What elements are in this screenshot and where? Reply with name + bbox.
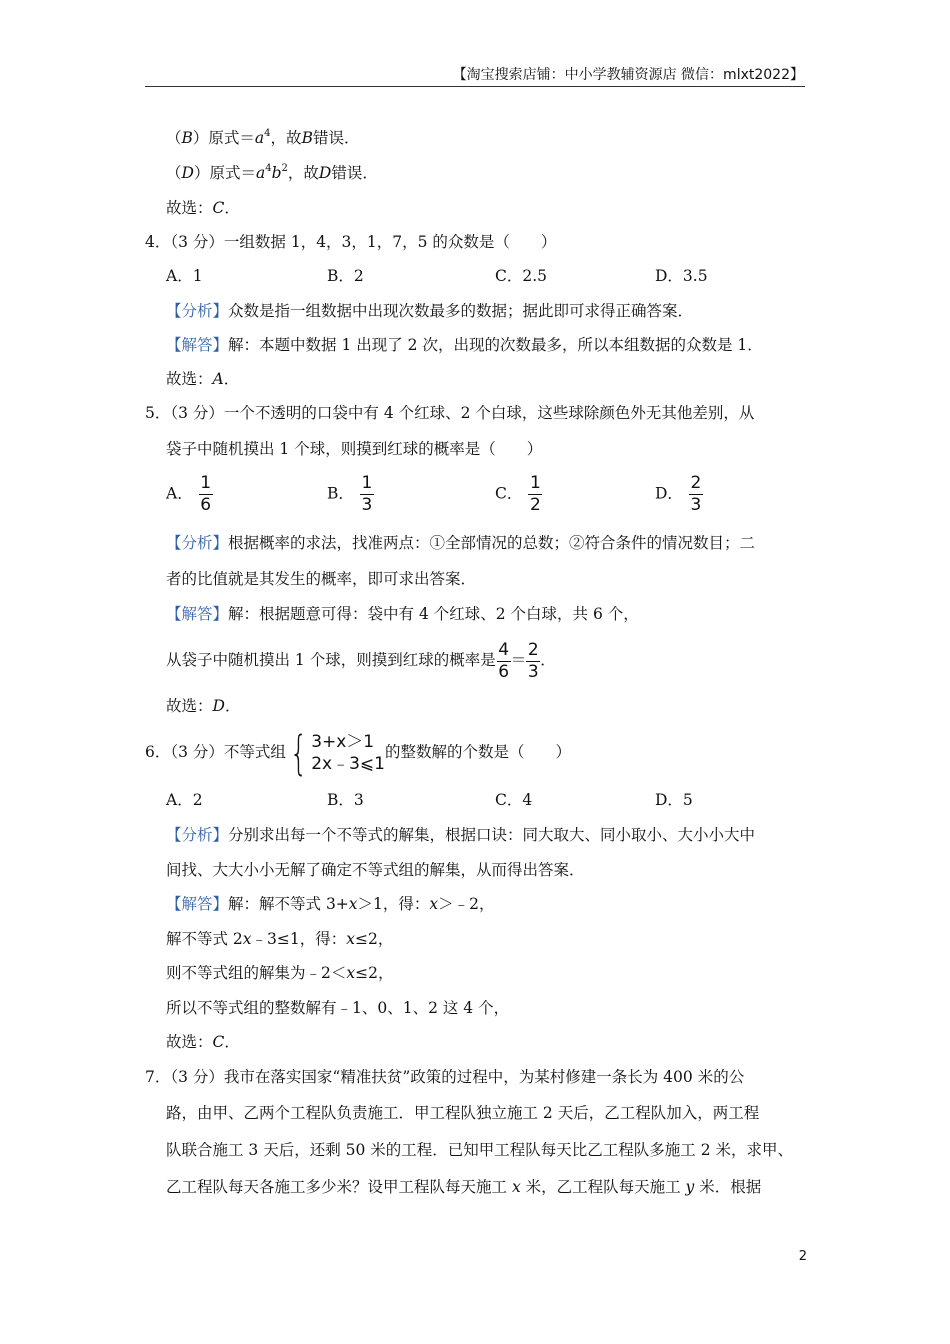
fraction: $\frac{1}{2}$ xyxy=(529,473,541,515)
q6-solution-line2: 解不等式 2x﹣3≤1，得：x≤2， xyxy=(166,930,394,948)
q6-analysis-line1: 【分析】分别求出每一个不等式的解集，根据口诀：同大取大、同小取小、大小小大中 xyxy=(166,826,756,844)
q6-answer: 故选：C． xyxy=(166,1033,240,1051)
header-rule xyxy=(145,86,805,87)
q6-option-c: C．4 xyxy=(495,791,533,809)
q5-solution-line2: 从袋子中随机摸出 1 个球，则摸到红球的概率是 $\frac{4}{6}$ ＝ $\frac{2}{3}$ ． xyxy=(166,639,556,682)
analysis-tag: 【分析】 xyxy=(166,534,229,552)
page-header: 【淘宝搜索店铺：中小学教辅资源店 微信：mlxt2022】 xyxy=(452,67,804,83)
q5-option-a: A． $\frac{1}{6}$ xyxy=(166,473,212,515)
solution-tag: 【解答】 xyxy=(166,605,229,623)
q6-option-a: A．2 xyxy=(166,791,203,809)
q6-option-b: B．3 xyxy=(327,791,364,809)
q3-option-d-explanation: （D）原式$=a^4b^2$，故D错误． xyxy=(166,163,378,182)
page-number: 2 xyxy=(798,1249,807,1264)
q4-answer: 故选：A． xyxy=(166,370,240,388)
q3-answer: 故选：C． xyxy=(166,199,240,217)
q4-option-c: C．2.5 xyxy=(495,267,548,285)
q5-option-c: C． $\frac{1}{2}$ xyxy=(495,473,541,515)
q5-analysis-line2: 者的比值就是其发生的概率，即可求出答案． xyxy=(166,570,477,588)
fraction: $\frac{1}{6}$ xyxy=(200,473,212,515)
q6-solution-line4: 所以不等式组的整数解有﹣1、0、1、2 这 4 个， xyxy=(166,999,510,1017)
inequality-system: { 3+x＞1 2x﹣3⩽1 xyxy=(289,726,385,780)
q6-solution-line3: 则不等式组的解集为﹣2＜x≤2， xyxy=(166,964,394,982)
q5-stem-line2: 袋子中随机摸出 1 个球，则摸到红球的概率是（ ） xyxy=(166,440,543,458)
q5-solution-line1: 【解答】解：根据题意可得：袋中有 4 个红球、2 个白球，共 6 个， xyxy=(166,605,639,623)
q7-line2: 路，由甲、乙两个工程队负责施工．甲工程队独立施工 2 天后，乙工程队加入，两工程 xyxy=(166,1104,760,1122)
q7-line1: 7．（3 分）我市在落实国家“精准扶贫”政策的过程中，为某村修建一条长为 400 米的公 xyxy=(145,1068,745,1086)
q5-answer: 故选：D． xyxy=(166,697,241,715)
q4-solution: 【解答】解：本题中数据 1 出现了 2 次，出现的次数最多，所以本组数据的众数是 1． xyxy=(166,336,763,354)
q6-option-d: D．5 xyxy=(655,791,693,809)
fraction: $\frac{2}{3}$ xyxy=(527,639,539,682)
analysis-tag: 【分析】 xyxy=(166,826,229,844)
fraction: $\frac{4}{6}$ xyxy=(498,639,510,682)
q6-analysis-line2: 间找、大大小小无解了确定不等式组的解集，从而得出答案． xyxy=(166,861,585,879)
solution-tag: 【解答】 xyxy=(166,895,229,913)
q7-line3: 队联合施工 3 天后，还剩 50 米的工程．已知甲工程队每天比乙工程队多施工 2 米，求甲、 xyxy=(166,1141,794,1159)
q4-stem: 4．（3 分）一组数据 1，4，3，1，7，5 的众数是（ ） xyxy=(145,233,557,251)
q6-solution-line1: 【解答】解：解不等式 3+x＞1，得：x＞﹣2， xyxy=(166,895,495,913)
analysis-tag: 【分析】 xyxy=(166,302,229,320)
q5-option-d: D． $\frac{2}{3}$ xyxy=(655,473,702,515)
q6-stem: 6．（3 分）不等式组 { 3+x＞1 2x﹣3⩽1 的整数解的个数是（ ） xyxy=(145,726,571,780)
fraction: $\frac{2}{3}$ xyxy=(690,473,702,515)
q3-option-b-explanation: （B）原式$=a^4$，故B错误． xyxy=(166,128,360,147)
q5-option-b: B． $\frac{1}{3}$ xyxy=(327,473,373,515)
fraction: $\frac{1}{3}$ xyxy=(361,473,373,515)
q4-option-d: D．3.5 xyxy=(655,267,708,285)
solution-tag: 【解答】 xyxy=(166,336,229,354)
q4-option-b: B．2 xyxy=(327,267,364,285)
q5-stem-line1: 5．（3 分）一个不透明的口袋中有 4 个红球、2 个白球，这些球除颜色外无其他差别，从 xyxy=(145,404,755,422)
q7-line4: 乙工程队每天各施工多少米？设甲工程队每天施工 x 米，乙工程队每天施工 y 米．根据 xyxy=(166,1178,762,1196)
q4-option-a: A．1 xyxy=(166,267,203,285)
q5-analysis-line1: 【分析】根据概率的求法，找准两点：①全部情况的总数；②符合条件的情况数目；二 xyxy=(166,534,756,552)
q4-analysis: 【分析】众数是指一组数据中出现次数最多的数据；据此即可求得正确答案． xyxy=(166,302,694,320)
